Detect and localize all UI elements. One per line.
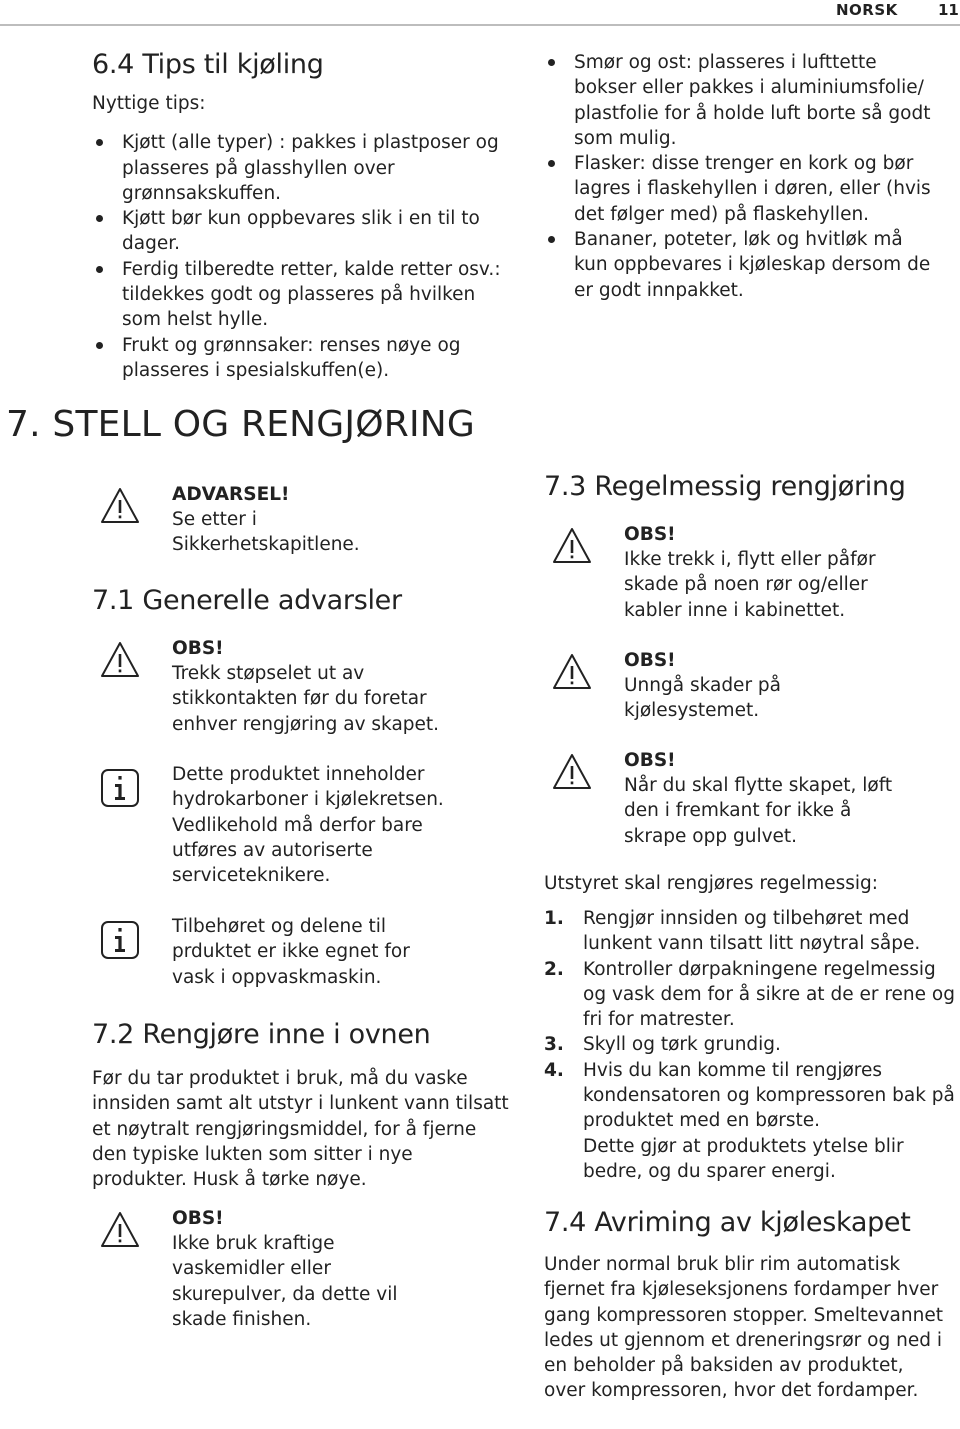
section-7-2-title: 7.2 Rengjøre inne i ovnen: [92, 1019, 431, 1050]
list-item-text: Kjøtt bør kun oppbevares slik i en til to dager.: [122, 208, 480, 255]
info-icon: [100, 920, 140, 960]
step-text: Skyll og tørk grundig.: [583, 1034, 781, 1056]
list-item: [544, 50, 934, 151]
list-item-text: Bananer, poteter, løk og hvitløk må kun oppbevares i kjøleskap dersom de er godt innpakket.: [574, 229, 931, 301]
section-7-3-title: 7.3 Regelmessig rengjøring: [544, 471, 906, 502]
warning-icon: [552, 526, 592, 566]
section-6-4-title: 6.4 Tips til kjøling: [92, 49, 324, 80]
warning-text: Se etter i Sikkerhetskapitlene.: [172, 509, 360, 556]
step-text: Hvis du kan komme til rengjøres kondensatoren og kompressoren bak på produktet med en børste.: [583, 1059, 955, 1132]
caution-title: OBS!: [172, 1208, 224, 1229]
caution-note: [92, 636, 592, 737]
bullet-icon: [548, 236, 555, 243]
section-7-4-title: 7.4 Avriming av kjøleskapet: [544, 1207, 911, 1238]
bullet-icon: [96, 342, 103, 349]
list-item: [544, 906, 943, 957]
caution-note: [544, 648, 960, 724]
caution-text: Ikke bruk kraftige vaskemidler eller skurepulver, da dette vil skade finishen.: [172, 1233, 398, 1330]
caution-text: Når du skal flytte skapet, løft den i fremkant for ikke å skrape opp gulvet.: [624, 775, 893, 847]
language-label: NORSK: [836, 1, 898, 19]
tips-list-left: [92, 130, 517, 383]
section-7-4-text: Under normal bruk blir rim automatisk fjernet fra kjøleseksjonens fordamper hver gang kompressoren stopper. Smeltevannet ledes ut gjennom et dreneringsrør og ned i en beholder på baksiden av produktet, over kompressoren, hvor det fordamper.: [544, 1254, 943, 1402]
section-7-3-intro: Utstyret skal rengjøres regelmessig:: [544, 873, 878, 894]
warning-title: ADVARSEL!: [172, 484, 290, 505]
step-extra-text: Dette gjør at produktets ytelse blir bedre, og du sparer energi.: [583, 1135, 904, 1182]
right-column: [544, 48, 960, 1402]
list-item: [92, 206, 517, 257]
list-item: [544, 1032, 960, 1057]
info-note: [92, 762, 592, 888]
list-item-text: Frukt og grønnsaker: renses nøye og plasseres i spesialskuffen(e).: [122, 334, 461, 381]
caution-title: OBS!: [624, 750, 676, 771]
bullet-icon: [548, 160, 555, 167]
bullet-icon: [96, 266, 103, 273]
step-number: 4.: [544, 1059, 564, 1081]
list-item: [92, 130, 517, 206]
step-number: 1.: [544, 908, 564, 929]
step-number: 2.: [544, 958, 564, 980]
list-item: [544, 151, 959, 227]
list-item: [92, 333, 517, 384]
info-note: [92, 914, 592, 990]
caution-title: OBS!: [172, 638, 224, 659]
step-text: Rengjør innsiden og tilbehøret med lunkent vann tilsatt litt nøytral såpe.: [583, 908, 921, 955]
list-item-text: Smør og ost: plasseres i lufttette bokser eller pakkes i aluminiumsfolie/ plastfolie for å holde luft borte så godt som mulig.: [574, 52, 931, 149]
warning-icon: [100, 486, 140, 526]
list-item-text: Ferdig tilberedte retter, kalde retter osv.: tildekkes godt og plasseres på hvilken som helst hylle.: [122, 258, 501, 331]
warning-icon: [100, 1210, 140, 1250]
caution-note: [544, 522, 960, 623]
section-7-2-text: Før du tar produktet i bruk, må du vaske innsiden samt alt utstyr i lunkent vann tilsatt et nøytralt rengjøringsmiddel, for å fjerne den typiske lukten som sitter i nye produkter. Husk å tørke nøye.: [92, 1068, 509, 1191]
list-item: [544, 957, 958, 1033]
caution-note: [92, 1206, 592, 1332]
caution-note: [544, 748, 960, 849]
bullet-icon: [96, 139, 103, 146]
caution-title: OBS!: [624, 650, 676, 671]
caution-text: Trekk støpselet ut av stikkontakten før du foretar enhver rengjøring av skapet.: [172, 663, 440, 735]
warning-icon: [100, 640, 140, 680]
cleaning-steps-list: [544, 906, 960, 1184]
caution-text: Unngå skader på kjølesystemet.: [624, 675, 782, 722]
warning-icon: [552, 752, 592, 792]
caution-text: Ikke trekk i, flytt eller påfør skade på noen rør og/eller kabler inne i kabinettet.: [624, 549, 876, 621]
list-item: [544, 1058, 960, 1184]
caution-title: OBS!: [624, 524, 676, 545]
list-item-text: Flasker: disse trenger en kork og bør lagres i flaskehyllen i døren, eller (hvis det følger med) på flaskehyllen.: [574, 153, 931, 225]
info-icon: [100, 768, 140, 808]
chapter-7-title: 7. STELL OG RENGJØRING: [6, 404, 476, 445]
bullet-icon: [548, 59, 555, 66]
list-item-text: Kjøtt (alle typer) : pakkes i plastposer og plasseres på glasshyllen over grønnsakskuffen.: [122, 132, 499, 204]
step-number: 3.: [544, 1034, 564, 1056]
warning-note: [92, 482, 592, 558]
info-text: Tilbehøret og delene til prduktet er ikke egnet for vask i oppvaskmaskin.: [172, 916, 410, 988]
step-text: Kontroller dørpakningene regelmessig og vask dem for å sikre at de er rene og fri for matrester.: [583, 958, 955, 1031]
section-7-1-title: 7.1 Generelle advarsler: [92, 585, 402, 616]
bullet-icon: [96, 215, 103, 222]
list-item: [92, 257, 517, 333]
page-header: [0, 0, 960, 24]
warning-icon: [552, 652, 592, 692]
list-item: [544, 227, 939, 303]
header-rule: [0, 24, 960, 26]
tips-list-right: [544, 50, 960, 303]
info-text: Dette produktet inneholder hydrokarboner i kjølekretsen. Vedlikehold må derfor bare utføres av autoriserte serviceteknikere.: [172, 764, 444, 887]
page-number: 11: [938, 1, 959, 19]
section-6-4-intro: Nyttige tips:: [92, 93, 206, 114]
